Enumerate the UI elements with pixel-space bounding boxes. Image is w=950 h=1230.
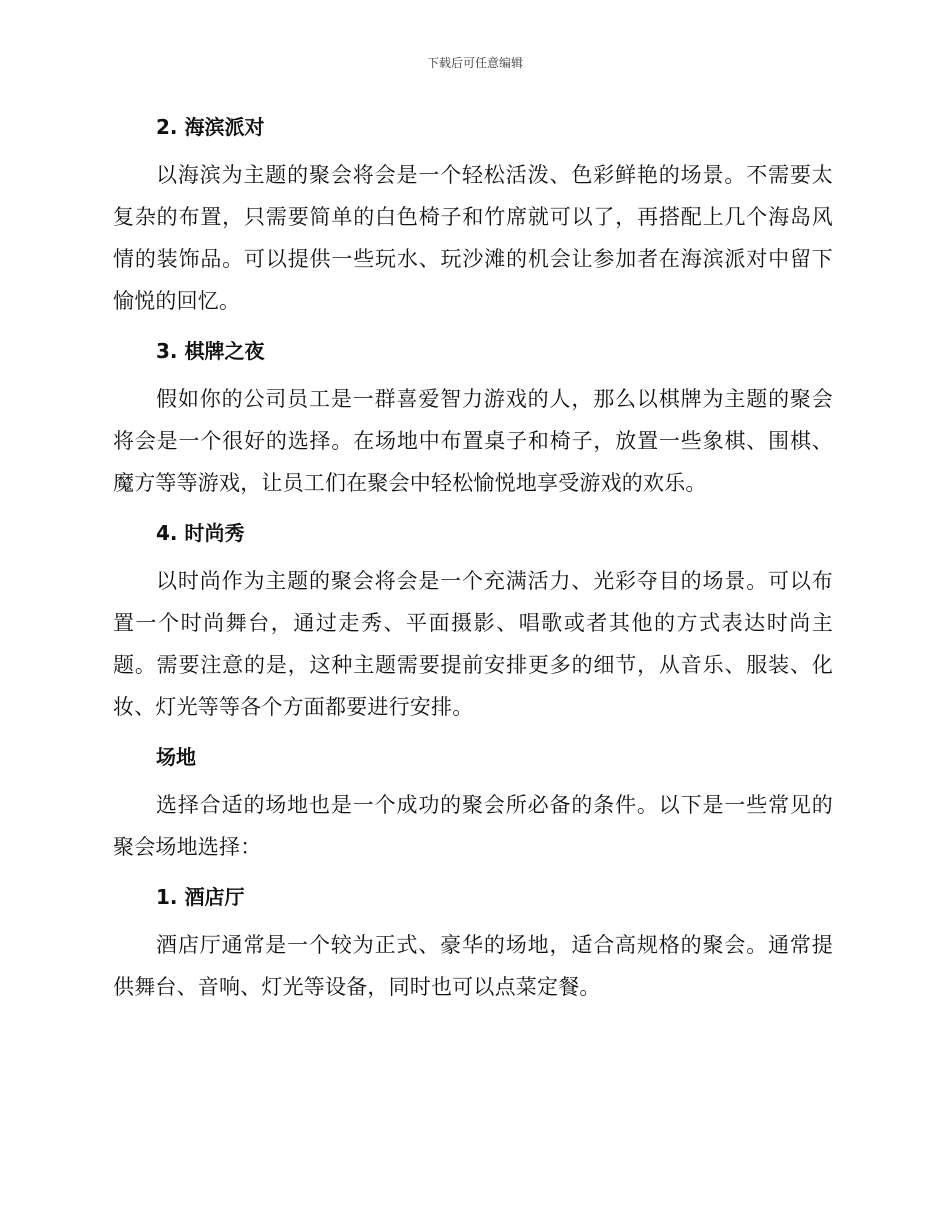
- section-paragraph-venue: 选择合适的场地也是一个成功的聚会所必备的条件。以下是一些常见的聚会场地选择：: [113, 793, 833, 859]
- section-paragraph-beach-party: 以海滨为主题的聚会将会是一个轻松活泼、色彩鲜艳的场景。不需要太复杂的布置，只需要简单的白色椅子和竹席就可以了，再搭配上几个海岛风情的装饰品。可以提供一些玩水、玩沙滩的机会让参加者在海滨派对中留下愉悦的回忆。: [113, 163, 833, 313]
- section-paragraph-board-game-night: 假如你的公司员工是一群喜爱智力游戏的人，那么以棋牌为主题的聚会将会是一个很好的选择。在场地中布置桌子和椅子，放置一些象棋、围棋、魔方等等游戏，让员工们在聚会中轻松愉悦地享受游戏的欢乐。: [113, 387, 833, 495]
- document-body: [113, 108, 833, 1008]
- page-header: 下载后可任意编辑: [426, 56, 523, 70]
- section-heading-fashion-show: 4. 时尚秀: [156, 521, 245, 545]
- section-heading-board-game-night: 3. 棋牌之夜: [156, 339, 265, 363]
- section-paragraph-hotel-hall: 酒店厅通常是一个较为正式、豪华的场地，适合高规格的聚会。通常提供舞台、音响、灯光等设备，同时也可以点菜定餐。: [113, 933, 833, 999]
- section-heading-venue: 场地: [156, 745, 196, 769]
- section-heading-hotel-hall: 1. 酒店厅: [156, 885, 245, 909]
- section-heading-beach-party: 2. 海滨派对: [156, 115, 265, 139]
- section-paragraph-fashion-show: 以时尚作为主题的聚会将会是一个充满活力、光彩夺目的场景。可以布置一个时尚舞台，通过走秀、平面摄影、唱歌或者其他的方式表达时尚主题。需要注意的是，这种主题需要提前安排更多的细节，从音乐、服装、化妆、灯光等等各个方面都要进行安排。: [113, 569, 833, 719]
